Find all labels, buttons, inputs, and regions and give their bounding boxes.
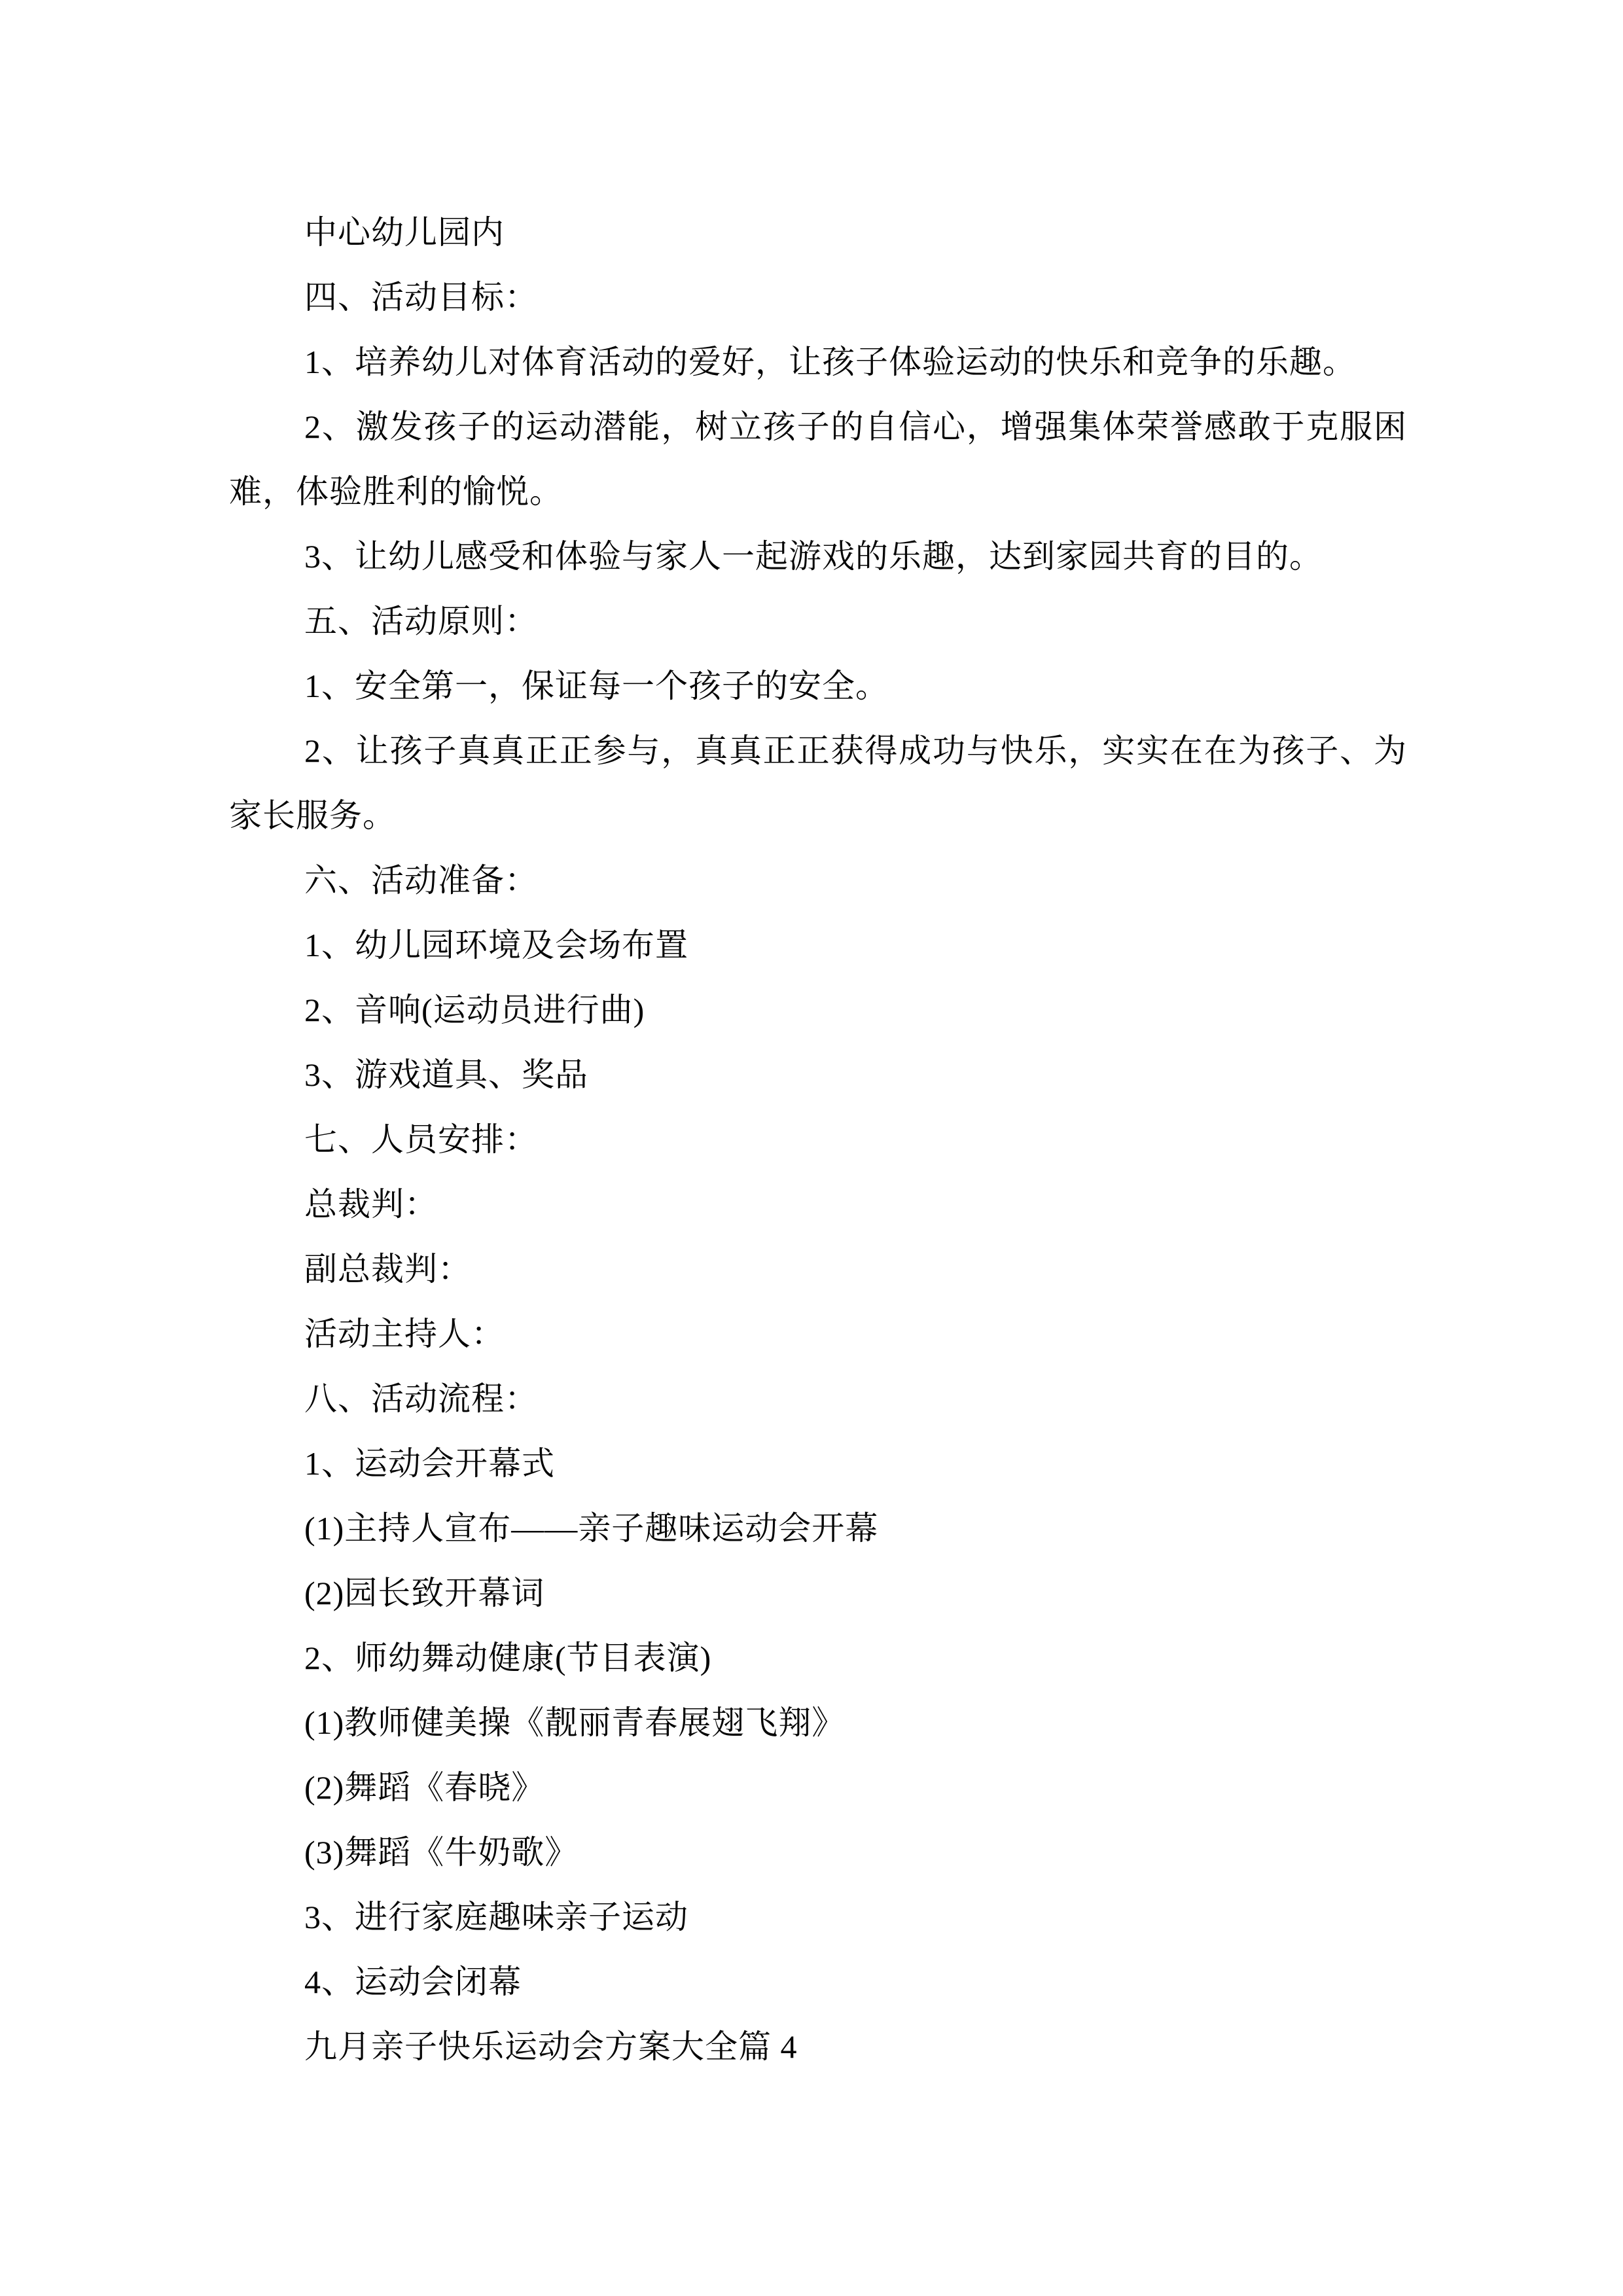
text-line: 4、运动会闭幕: [304, 1964, 522, 2000]
text-line: 五、活动原则：: [304, 603, 538, 639]
text-line: 1、运动会开幕式: [304, 1445, 555, 1482]
text-line: (2)舞蹈《春晓》: [304, 1769, 545, 1806]
text-line: 总裁判：: [304, 1186, 438, 1223]
text-line: 2、激发孩子的运动潜能，树立孩子的自信心，增强集体荣誉感敢于克服困: [304, 408, 1407, 445]
text-line: (2)园长致开幕词: [304, 1575, 545, 1611]
text-line: 活动主持人：: [304, 1316, 505, 1352]
text-line: 1、幼儿园环境及会场布置: [304, 927, 688, 963]
text-line: 1、培养幼儿对体育活动的爱好，让孩子体验运动的快乐和竞争的乐趣。: [304, 344, 1356, 380]
text-line: 3、进行家庭趣味亲子运动: [304, 1899, 688, 1935]
text-line: 2、让孩子真真正正参与，真真正正获得成功与快乐，实实在在为孩子、为: [304, 732, 1407, 769]
text-line: 家长服务。: [229, 797, 396, 834]
text-line: 1、安全第一，保证每一个孩子的安全。: [304, 668, 889, 704]
text-line: (3)舞蹈《牛奶歌》: [304, 1834, 579, 1871]
text-line: (1)主持人宣布——亲子趣味运动会开幕: [304, 1510, 879, 1547]
text-line: 2、师幼舞动健康(节目表演): [304, 1640, 712, 1676]
text-line: 六、活动准备：: [304, 862, 538, 899]
text-line: 七、人员安排：: [304, 1121, 538, 1158]
document-body: [229, 200, 1407, 2079]
text-line: 中心幼儿园内: [304, 214, 505, 251]
text-line: 难，体验胜利的愉悦。: [229, 473, 563, 510]
text-line: 八、活动流程：: [304, 1380, 538, 1417]
text-line: 副总裁判：: [304, 1251, 471, 1287]
text-line: 3、让幼儿感受和体验与家人一起游戏的乐趣，达到家园共育的目的。: [304, 538, 1323, 575]
text-line: 2、音响(运动员进行曲): [304, 992, 645, 1028]
text-line: (1)教师健美操《靓丽青春展翅飞翔》: [304, 1704, 846, 1741]
text-line: 九月亲子快乐运动会方案大全篇 4: [304, 2028, 798, 2065]
text-line: 3、游戏道具、奖品: [304, 1056, 588, 1093]
text-line: 四、活动目标：: [304, 279, 538, 315]
